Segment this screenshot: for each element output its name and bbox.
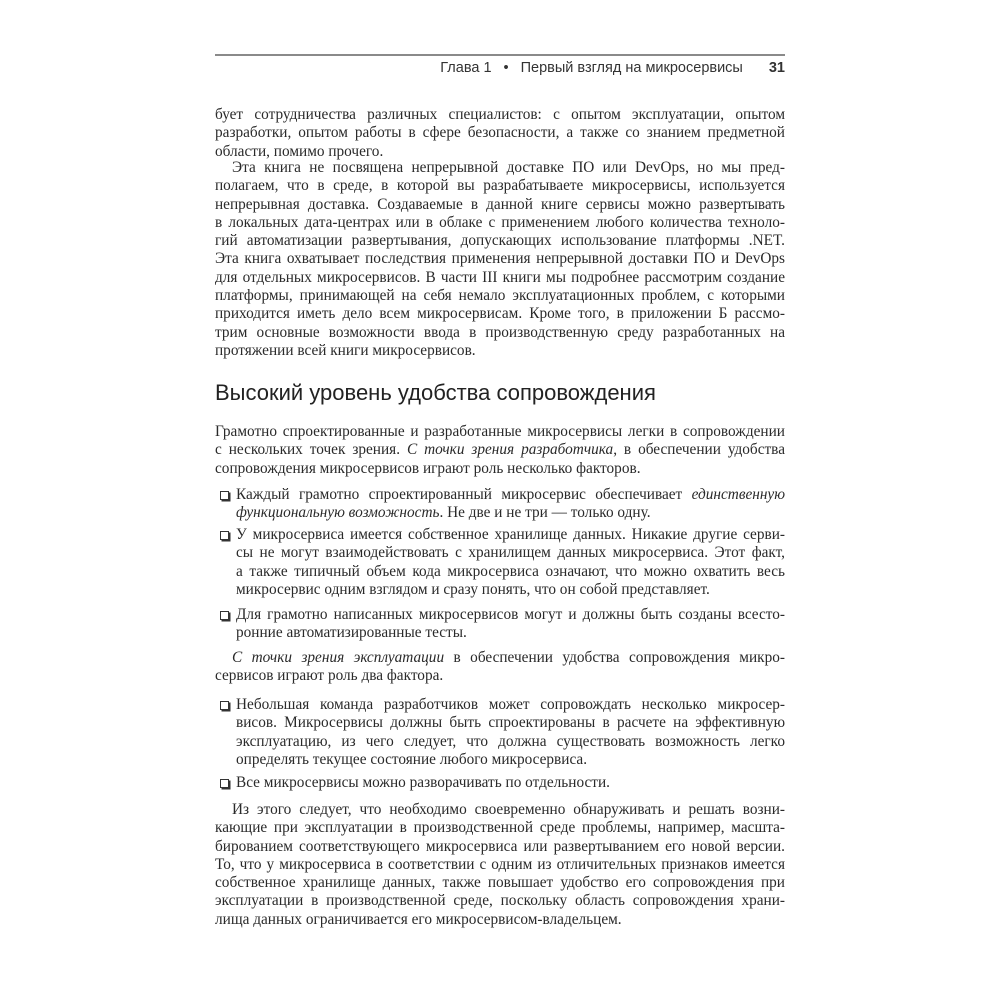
text-segment: непрерывная доставка. Создаваемые в данной книге сервисы можно развертывать [215,195,785,213]
text-segment: микросервис одним взглядом и сразу понять, что он собой представляет. [236,580,710,598]
text-segment: Из этого следует, что необходимо своевременно обнаруживать и решать возни- [232,801,785,818]
text-line [215,214,785,232]
checkbox-bullet-icon [220,491,229,500]
text-line [215,649,785,667]
text-segment: кающие при эксплуатации в производственной среде проблемы, например, масшта- [215,819,785,837]
bullet-item [236,696,785,769]
text-segment: с нескольких точек зрения. [215,441,407,459]
text-line [215,124,785,142]
text-line [215,423,785,441]
page-number: 31 [768,60,785,76]
text-segment: Эта книга не посвящена непрерывной доставке ПО или DevOps, но мы пред- [232,159,785,176]
paragraph [215,106,785,161]
text-line [215,106,785,124]
text-line [215,250,785,268]
chapter-label: Глава 1 [440,60,492,76]
text-segment: сопровождения микросервисов играют роль несколько факторов. [215,459,641,477]
text-segment: Эта книга охватывает последствия применения непрерывной доставки ПО и DevOps [215,250,785,268]
checkbox-bullet-icon [220,611,229,620]
text-line [215,441,785,459]
text-segment: То, что у микросервиса в соответствии с одним из отличительных признаков имеется [215,855,785,873]
text-line [215,892,785,910]
bullet-item [236,526,785,599]
emphasis-text: функциональную возможность [236,504,440,522]
text-line [215,269,785,287]
text-line [215,232,785,250]
text-line [215,324,785,342]
text-segment: Грамотно спроектированные и разработанные микросервисы легки в сопровождении [215,423,785,440]
checkbox-bullet-icon [220,531,229,540]
text-line [236,774,785,792]
text-segment: У микросервиса имеется собственное хранилище данных. Никакие другие серви- [236,526,785,543]
text-segment: гий автоматизации развертывания, допускающих использование платформы .NET. [215,232,785,250]
text-segment: эксплуатации в производственной среде, поскольку область сопровождения храни- [215,892,785,910]
text-segment: платформы, принимающей на себя немало эксплуатационных проблем, с которыми [215,287,785,305]
text-segment: для отдельных микросервисов. В части III книги мы подробнее рассмотрим создание [215,268,785,286]
text-segment: а также типичный объем кода микросервиса означают, что можно охватить весь [236,562,785,580]
text-line [215,856,785,874]
text-segment: собственное хранилище данных, также повышает удобство его сопровождения при [215,874,785,892]
text-line [236,563,785,581]
emphasis-text: С точки зрения разработчика [406,441,614,459]
text-line [236,581,785,599]
text-segment: области, помимо прочего. [215,142,384,160]
text-line [236,733,785,751]
text-segment: Небольшая команда разработчиков может сопровождать несколько микросер- [236,696,785,713]
text-segment: в обеспечении удобства сопровождения микро- [444,649,785,666]
text-line [236,544,785,562]
text-segment: эксплуатацию, из чего следует, что должна существовать возможность легко [236,732,785,750]
text-segment: бует сотрудничества различных специалистов: с опытом эксплуатации, опытом [215,106,785,123]
text-segment: висов. Микросервисы должны быть спроектированы в расчете на эффективную [236,714,785,732]
text-segment: приходится иметь дело всем микросервисам. Кроме того, в приложении Б рассмо- [215,305,785,323]
text-line [215,801,785,819]
text-segment: трим основные возможности ввода в производственную среду разработанных на [215,323,785,341]
text-segment: Все микросервисы можно разворачивать по отдельности. [236,774,610,791]
text-segment: Каждый грамотно спроектированный микросервис обеспечивает [236,486,692,503]
header-rule [215,54,785,56]
text-segment: сы не могут взаимодействовать с хранилищем данных микросервиса. Этот факт, [236,544,785,562]
text-line [236,714,785,732]
text-line [215,342,785,360]
text-segment: сервисов играют роль два фактора. [215,667,444,685]
text-line [236,504,785,522]
text-line [215,305,785,323]
chapter-title: Первый взгляд на микросервисы [520,60,743,76]
bullet-item [236,486,785,523]
text-line [236,526,785,544]
text-line [236,696,785,714]
text-segment: ронние автоматизированные тесты. [236,624,467,642]
text-segment: . Не две и не три — только одну. [439,504,651,522]
text-segment: определять текущее состояние любого микросервиса. [236,750,588,768]
text-segment: полагаем, что в среде, в которой вы разрабатываете микросервисы, используется [215,177,785,195]
text-segment: протяжении всей книги микросервисов. [215,341,476,359]
text-segment: Для грамотно написанных микросервисов могут и должны быть созданы всесто- [236,606,785,623]
text-line [215,177,785,195]
checkbox-bullet-icon [220,779,229,788]
text-segment: лища данных ограничивается его микросервисом-владельцем. [215,910,622,928]
text-segment: в локальных дата-центрах или в облаке с применением любого количества техноло- [215,213,785,231]
text-segment: бированием соответствующего микросервиса или развертыванием его новой версии. [215,837,785,855]
text-line [215,287,785,305]
running-header [440,60,785,76]
paragraph [215,801,785,929]
text-segment: разработки, опытом работы в сфере безопасности, а также со знанием предметной [215,124,785,142]
text-line [215,874,785,892]
paragraph [215,423,785,478]
checkbox-bullet-icon [220,701,229,710]
text-line [215,819,785,837]
bullet-item [236,606,785,643]
section-heading: Высокий уровень удобства сопровождения [215,380,656,405]
text-line [215,911,785,929]
text-line [215,838,785,856]
text-line [236,606,785,624]
paragraph [215,649,785,686]
text-line [215,667,785,685]
text-line [236,624,785,642]
text-segment: , в обеспечении удобства [613,441,785,459]
emphasis-text: единственную [691,486,785,503]
text-line [236,751,785,769]
text-line [215,460,785,478]
text-line [236,486,785,504]
emphasis-text: С точки зрения эксплуатации [232,649,445,666]
bullet-item [236,774,785,792]
paragraph [215,159,785,360]
bullet-separator: • [503,60,509,76]
text-line [215,196,785,214]
text-line [215,159,785,177]
